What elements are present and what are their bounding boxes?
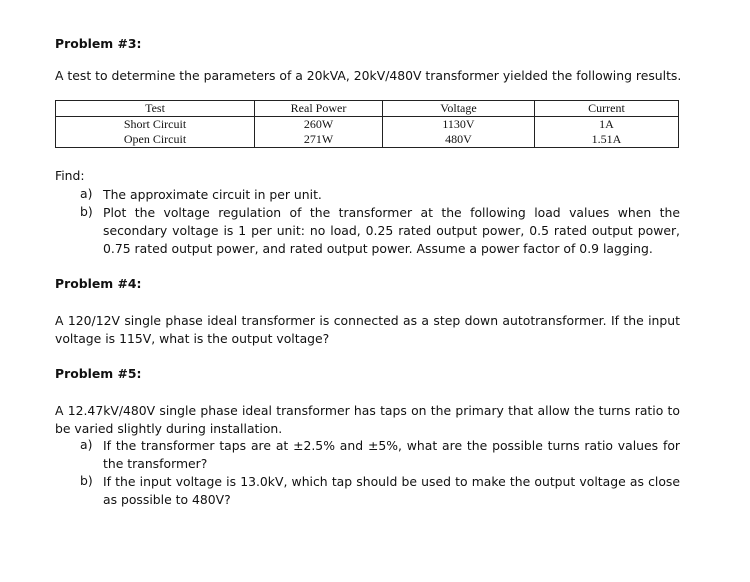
table-cell: 480V	[383, 132, 535, 148]
item-text: The approximate circuit in per unit.	[103, 187, 322, 202]
table-row	[56, 117, 679, 133]
table-header-row	[56, 101, 679, 117]
problem4-text: A 120/12V single phase ideal transformer is connected as a step down autotransformer. If the input voltage is 115V, what is the output voltage?	[55, 313, 680, 346]
table-header-cell: Test	[56, 101, 255, 117]
table-row	[56, 132, 679, 148]
problem5-text: A 12.47kV/480V single phase ideal transformer has taps on the primary that allow the turns ratio to be varied slightly during installation.	[55, 403, 680, 436]
item-label: a)	[80, 437, 93, 452]
table-header-cell: Real Power	[255, 101, 383, 117]
table-cell: 1A	[535, 117, 679, 133]
problem5-heading: Problem #5:	[55, 366, 142, 381]
list-item	[80, 437, 680, 473]
table-cell: 1.51A	[535, 132, 679, 148]
item-text: If the transformer taps are at ±2.5% and ±5%, what are the possible turns ratio values for the transformer?	[103, 438, 680, 471]
table-cell: 271W	[255, 132, 383, 148]
list-item	[80, 204, 680, 276]
table-cell: Short Circuit	[56, 117, 255, 133]
table-cell: Open Circuit	[56, 132, 255, 148]
item-label: b)	[80, 204, 93, 219]
table-cell: 1130V	[383, 117, 535, 133]
problem4-heading: Problem #4:	[55, 276, 142, 291]
list-item	[80, 186, 680, 204]
item-text: Plot the voltage regulation of the transformer at the following load values when the secondary voltage is 1 per unit: no load, 0.25 rated output power, 0.5 rated output power, 0.75 rated output power, and rated output power. Assume a power factor of 0.9 lagging.	[103, 205, 680, 256]
list-item	[80, 473, 680, 509]
problem3-heading: Problem #3:	[55, 36, 142, 51]
table-header-cell: Voltage	[383, 101, 535, 117]
find-label: Find:	[55, 168, 85, 183]
problem3-intro: A test to determine the parameters of a 20kVA, 20kV/480V transformer yielded the following results.	[55, 68, 682, 83]
table-header-cell: Current	[535, 101, 679, 117]
results-table	[55, 100, 679, 148]
item-text: If the input voltage is 13.0kV, which tap should be used to make the output voltage as close as possible to 480V?	[103, 474, 680, 507]
table-cell: 260W	[255, 117, 383, 133]
item-label: a)	[80, 186, 93, 201]
item-label: b)	[80, 473, 93, 488]
